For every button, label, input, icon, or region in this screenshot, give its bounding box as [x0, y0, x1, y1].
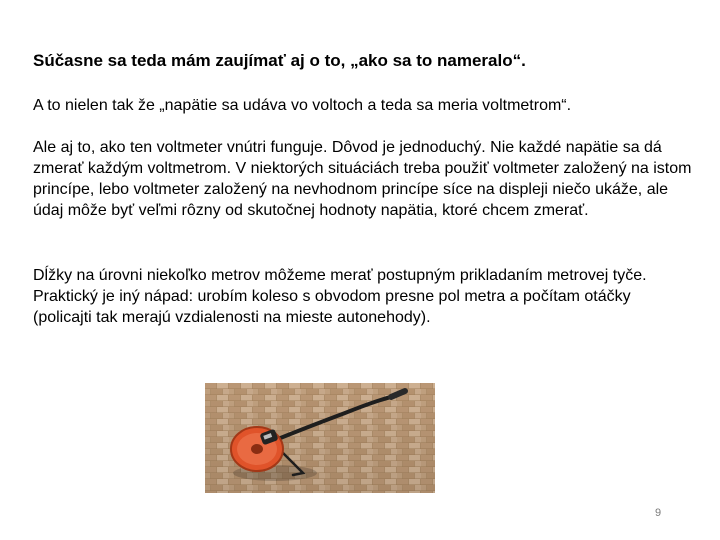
paragraph-meter-stick: Dĺžky na úrovni niekoľko metrov môžeme merať postupným prikladaním metrovej tyče. — [33, 267, 647, 284]
paragraph-length-measurement — [33, 265, 693, 328]
page-number: 9 — [654, 507, 662, 519]
measuring-wheel-icon — [205, 383, 435, 493]
measuring-wheel-photo — [205, 383, 435, 493]
paragraph-measuring-wheel: Praktický je iný nápad: urobím koleso s obvodom presne pol metra a počítam otáčky (policajti tak merajú vzdialenosti na mieste autonehody). — [33, 288, 631, 326]
paragraph-voltmeter-principle: Ale aj to, ako ten voltmeter vnútri funguje. Dôvod je jednoduchý. Nie každé napätie sa dá zmerať každým voltmetrom. V niektorých situáciách treba použiť voltmeter založený na istom princípe, lebo voltmeter založený na nevhodnom princípe síce na displeji niečo ukáže, ale údaj môže byť veľmi rôzny od skutočnej hodnoty napätia, ktoré chcem zmerať. — [33, 139, 692, 219]
slide-title: Súčasne sa teda mám zaujímať aj o to, „ako sa to nameralo“. — [33, 51, 526, 70]
paragraph-voltmeter-unit: A to nielen tak že „napätie sa udáva vo voltoch a teda sa meria voltmetrom“. — [33, 97, 572, 114]
